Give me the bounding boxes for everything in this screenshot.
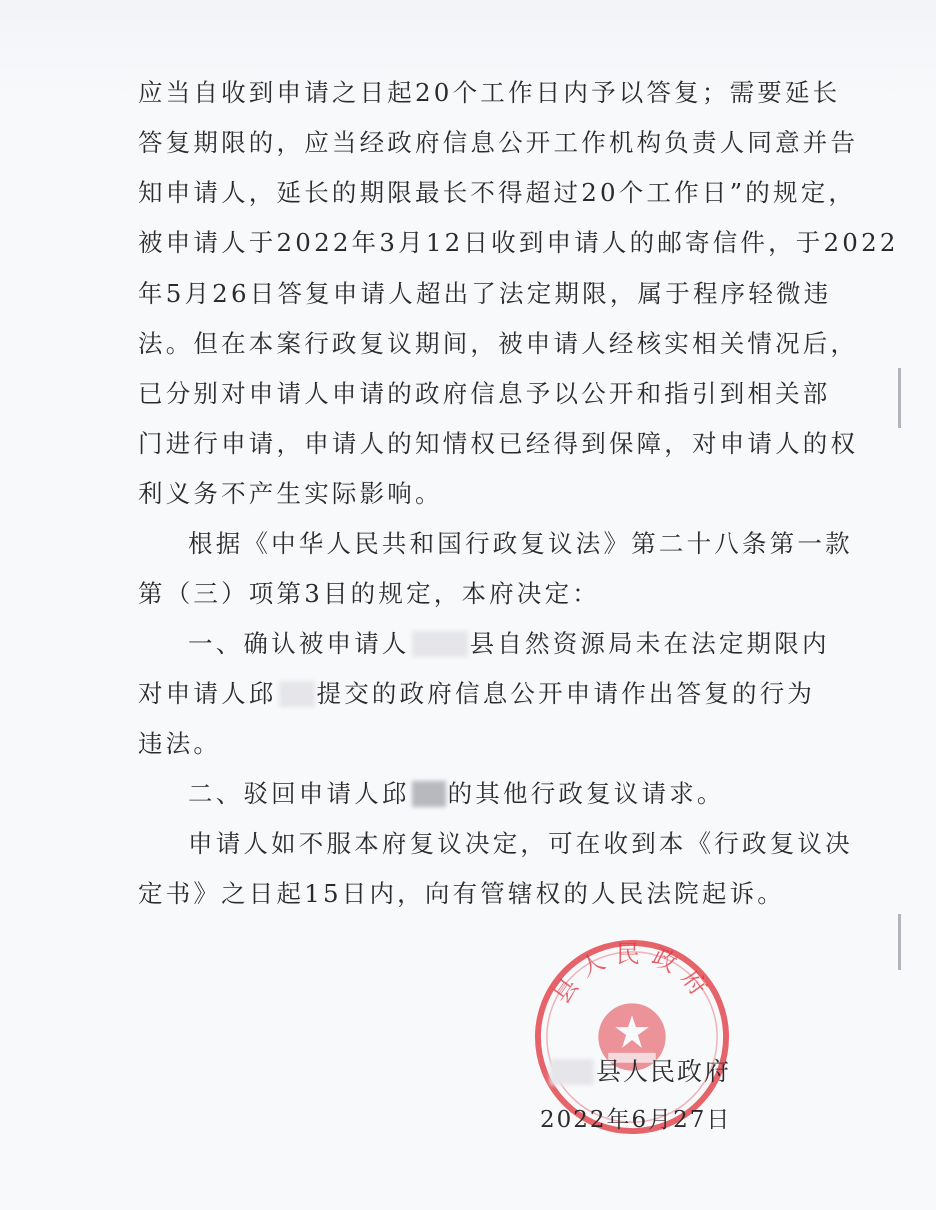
redaction-mark — [279, 681, 315, 707]
paragraph-line: 利义务不产生实际影响。 — [138, 479, 443, 508]
paragraph-line: 应当自收到申请之日起20个工作日内予以答复；需要延长 — [138, 78, 841, 107]
signature-text: 县人民政府 — [596, 1057, 732, 1086]
redaction-mark — [412, 631, 468, 657]
decision-2-text: 的其他行政复议请求。 — [447, 779, 725, 808]
decision-2-line — [188, 779, 802, 809]
decision-1-line — [138, 679, 816, 709]
signature-line — [548, 1052, 731, 1088]
decision-1-text: 对申请人邱 — [138, 679, 277, 708]
decision-2-text: 二、驳回申请人邱 — [188, 779, 410, 808]
decision-1-text: 一、确认被申请人 — [188, 629, 410, 658]
paragraph-line: 答复期限的，应当经政府信息公开工作机构负责人同意并告 — [138, 128, 859, 157]
redaction-mark — [550, 1059, 594, 1085]
paragraph-line: 被申请人于2022年3月12日收到申请人的邮寄信件，于2022 — [138, 228, 899, 257]
paragraph-line: 第（三）项第3目的规定，本府决定： — [138, 579, 600, 608]
svg-text:县人民政府 — [547, 940, 718, 1009]
document-date: 2022年6月27日 — [540, 1107, 732, 1133]
paragraph-line: 根据《中华人民共和国行政复议法》第二十八条第一款 — [188, 529, 853, 558]
decision-1-text: 提交的政府信息公开申请作出答复的行为 — [316, 679, 816, 708]
paragraph-line: 年5月26日答复申请人超出了法定期限，属于程序轻微违 — [138, 279, 832, 308]
decision-1-text: 县自然资源局未在法定期限内 — [469, 629, 830, 658]
paragraph-line: 已分别对申请人申请的政府信息予以公开和指引到相关部 — [138, 379, 831, 408]
appeal-line: 申请人如不服本府复议决定，可在收到本《行政复议决 — [188, 829, 853, 858]
paragraph-line: 知申请人，延长的期限最长不得超过20个工作日”的规定， — [138, 178, 857, 207]
seal-text: 县人民政府 — [547, 939, 719, 1009]
decision-1-line: 违法。 — [138, 729, 222, 758]
paragraph-line: 法。但在本案行政复议期间，被申请人经核实相关情况后， — [138, 329, 859, 358]
decision-1-line — [188, 629, 830, 659]
scan-edge-mark — [898, 368, 901, 428]
scan-edge-mark — [898, 914, 901, 970]
appeal-line: 定书》之日起15日内，向有管辖权的人民法院起诉。 — [138, 879, 785, 908]
redaction-mark — [412, 781, 446, 807]
paragraph-line: 门进行申请，申请人的知情权已经得到保障，对申请人的权 — [138, 429, 859, 458]
